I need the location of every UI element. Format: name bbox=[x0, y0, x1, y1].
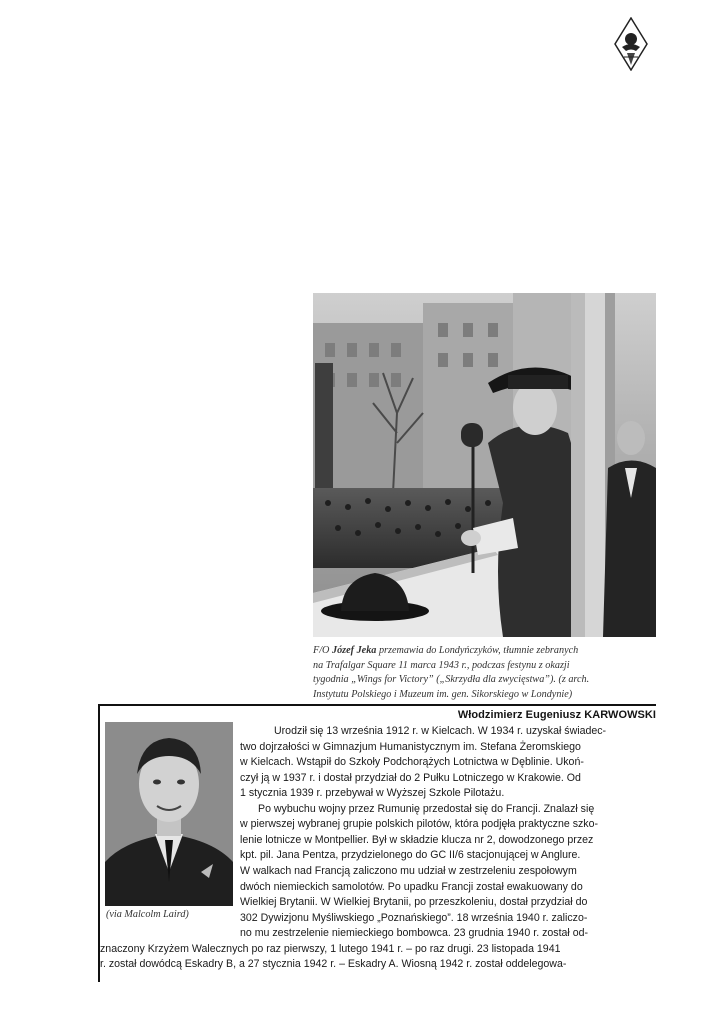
bio-line: no mu zestrzelenie niemieckiego bombowca. 23 grudnia 1940 r. został od- bbox=[240, 927, 589, 940]
bio-line: W walkach nad Francją zaliczono mu udział w zestrzeleniu zespołowym bbox=[240, 864, 577, 877]
photo-caption bbox=[313, 644, 663, 702]
bio-person-name: Włodzimierz Eugeniusz KARWOWSKI bbox=[457, 709, 656, 721]
caption-line-2: na Trafalgar Square 11 marca 1943 r., podczas festynu z okazji bbox=[313, 659, 570, 671]
bio-line: 1 stycznia 1939 r. przebywał w Wyższej Szkole Pilotażu. bbox=[240, 787, 505, 800]
bio-top-rule bbox=[98, 704, 656, 706]
publisher-logo-icon bbox=[614, 17, 648, 71]
bio-line: w Kielcach. Wstąpił do Szkoły Podchorążych Lotnictwa w Dęblinie. Ukoń- bbox=[240, 756, 584, 769]
caption-rank: F/O bbox=[313, 645, 330, 656]
trafalgar-square-photo bbox=[313, 293, 656, 637]
caption-line-4: Instytutu Polskiego i Muzeum im. gen. Sikorskiego w Londynie) bbox=[313, 688, 573, 700]
caption-person-name: Józef Jeka bbox=[331, 645, 377, 656]
bio-left-rule bbox=[98, 704, 100, 982]
caption-line-3: tygodnia „Wings for Victory” („Skrzydła dla zwycięstwa”). (z arch. bbox=[313, 674, 590, 685]
bio-line: 302 Dywizjonu Myśliwskiego „Poznańskiego”. 18 września 1940 r. zaliczo- bbox=[240, 911, 588, 924]
bio-line: r. został dowódcą Eskadry B, a 27 stycznia 1942 r. – Eskadry A. Wiosną 1942 r. został oddelegowa- bbox=[100, 958, 567, 971]
bio-line: Po wybuchu wojny przez Rumunię przedostał się do Francji. Znalazł się bbox=[258, 802, 595, 815]
pilot-portrait-photo bbox=[105, 722, 233, 906]
caption-line-1: przemawia do Londyńczyków, tłumnie zebranych bbox=[376, 645, 579, 656]
bio-line: dwóch niemieckich samolotów. Po upadku Francji został ewakuowany do bbox=[240, 880, 583, 893]
bio-line: Urodził się 13 września 1912 r. w Kielcach. W 1934 r. uzyskał świadec- bbox=[274, 725, 607, 737]
bio-line: znaczony Krzyżem Walecznych po raz pierwszy, 1 lutego 1941 r. – po raz drugi. 23 listopada 1941 bbox=[100, 942, 561, 955]
bio-line: Wielkiej Brytanii. W Wielkiej Brytanii, po przeszkoleniu, dostał przydział do bbox=[240, 896, 588, 909]
bio-line: w pierwszej wybranej grupie polskich pilotów, która podjęła praktyczne szko- bbox=[240, 818, 598, 831]
bio-line: kpt. pil. Jana Pentza, przydzielonego do GC II/6 stacjonującej w Anglure. bbox=[240, 849, 581, 862]
bio-line: lenie lotnicze w Montpellier. Był w składzie klucza nr 2, dowodzonego przez bbox=[240, 833, 594, 846]
bio-line: two dojrzałości w Gimnazjum Humanistycznym im. Stefana Żeromskiego bbox=[240, 740, 581, 753]
bio-line: czył ją w 1937 r. i dostał przydział do 2 Pułku Lotniczego w Krakowie. Od bbox=[240, 771, 581, 784]
portrait-credit: (via Malcolm Laird) bbox=[106, 909, 189, 920]
